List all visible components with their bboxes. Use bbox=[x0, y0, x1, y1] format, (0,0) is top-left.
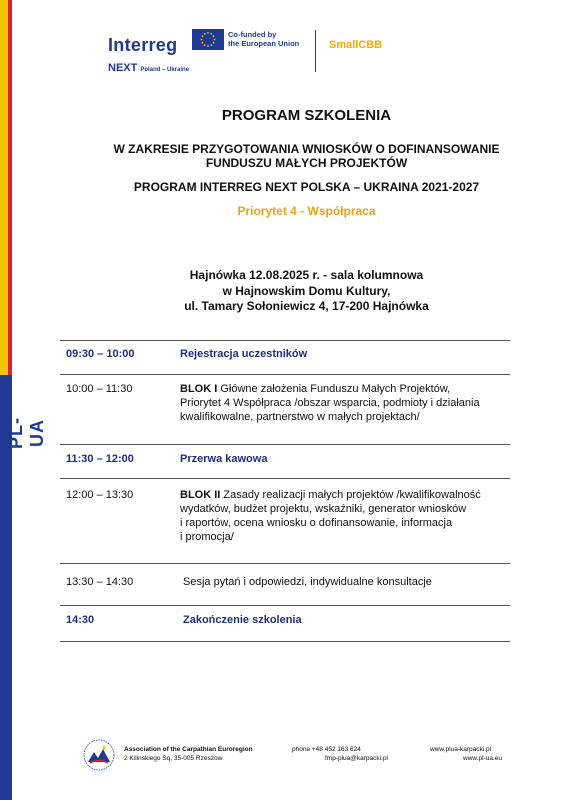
interreg-logo: Interreg bbox=[108, 35, 178, 55]
schedule-description: Rejestracja uczestników bbox=[180, 348, 308, 360]
schedule-description bbox=[180, 488, 510, 544]
block-text-line: Główne założenia Funduszu Małych Projektów, bbox=[217, 383, 451, 395]
block-text-line: Priorytet 4 Współpraca /obszar wsparcia, podmioty i działania bbox=[180, 397, 480, 409]
schedule-time: 09:30 – 10:00 bbox=[66, 348, 135, 360]
schedule-divider bbox=[60, 641, 510, 642]
location-line2: w Hajnowskim Domu Kultury, bbox=[222, 284, 391, 298]
block-text-line: wydatków, budżet projektu, wskaźniki, generator wniosków bbox=[180, 503, 467, 515]
schedule-description: Zakończenie szkolenia bbox=[183, 614, 302, 626]
schedule-divider bbox=[60, 340, 510, 341]
schedule-description: Przerwa kawowa bbox=[180, 453, 268, 465]
schedule-divider bbox=[60, 374, 510, 375]
schedule-time: 12:00 – 13:30 bbox=[66, 489, 134, 501]
carpathian-euroregion-logo-icon bbox=[82, 738, 116, 772]
next-logo bbox=[108, 62, 189, 74]
next-logo-subtitle: Poland – Ukraine bbox=[140, 67, 190, 73]
schedule-divider bbox=[60, 444, 510, 445]
schedule-time: 11:30 – 12:00 bbox=[66, 453, 134, 465]
header-divider bbox=[315, 30, 316, 72]
block-text-line: i promocja/ bbox=[180, 531, 234, 543]
schedule-time: 14:30 bbox=[66, 614, 95, 626]
schedule-time: 10:00 – 11:30 bbox=[66, 383, 133, 395]
block-label: BLOK II bbox=[180, 489, 221, 501]
priority-label: Priorytet 4 - Współpraca bbox=[237, 204, 376, 218]
footer-email[interactable]: fmp-plua@karpacki.pl bbox=[325, 755, 388, 762]
footer-website-link[interactable]: www.pl-ua.eu bbox=[463, 755, 503, 762]
footer-organization: Association of the Carpathian Euroregion bbox=[124, 746, 253, 753]
eu-flag-icon bbox=[192, 29, 224, 50]
footer-phone: phone +48 452 163 624 bbox=[292, 746, 361, 753]
schedule-divider bbox=[60, 605, 510, 606]
location-line1: Hajnówka 12.08.2025 r. - sala kolumnowa bbox=[189, 268, 424, 282]
schedule-divider bbox=[60, 478, 510, 479]
block-label: BLOK I bbox=[180, 383, 218, 395]
smallcbb-logo: SmallCBB bbox=[329, 39, 383, 51]
subtitle-line2: FUNDUSZU MAŁYCH PROJEKTÓW bbox=[205, 156, 408, 170]
side-label-pl-ua: PL-UA bbox=[6, 417, 47, 449]
document-title: PROGRAM SZKOLENIA bbox=[221, 107, 392, 124]
block-text-line: kwalifikowalne, partnerstwo w małych projektach/ bbox=[180, 411, 420, 423]
block-text-line: Zasady realizacji małych projektów /kwalifikowalność bbox=[220, 489, 481, 501]
footer-address: 2 Kilinskiego Sq, 35-005 Rzeszow bbox=[124, 755, 223, 762]
program-name: PROGRAM INTERREG NEXT POLSKA – UKRAINA 2021-2027 bbox=[133, 180, 480, 194]
next-logo-text: NEXT bbox=[108, 62, 138, 74]
schedule-description bbox=[180, 382, 510, 424]
schedule-description: Sesja pytań i odpowiedzi, indywidualne konsultacje bbox=[183, 576, 432, 588]
subtitle-line1: W ZAKRESIE PRZYGOTOWANIA WNIOSKÓW O DOFINANSOWANIE bbox=[113, 142, 500, 156]
location-line3: ul. Tamary Sołoniewicz 4, 17-200 Hajnówka bbox=[184, 299, 429, 313]
schedule-divider bbox=[60, 563, 510, 564]
footer-website-link[interactable]: www.plua-karpacki.pl bbox=[430, 746, 492, 753]
cofunded-line2: the European Union bbox=[228, 39, 300, 48]
cofunded-line1: Co-funded by bbox=[228, 30, 277, 39]
block-text-line: i raportów, ocena wniosku o dofinansowanie, informacja bbox=[180, 517, 453, 529]
cofunded-text bbox=[228, 30, 299, 48]
schedule-time: 13:30 – 14:30 bbox=[66, 576, 134, 588]
